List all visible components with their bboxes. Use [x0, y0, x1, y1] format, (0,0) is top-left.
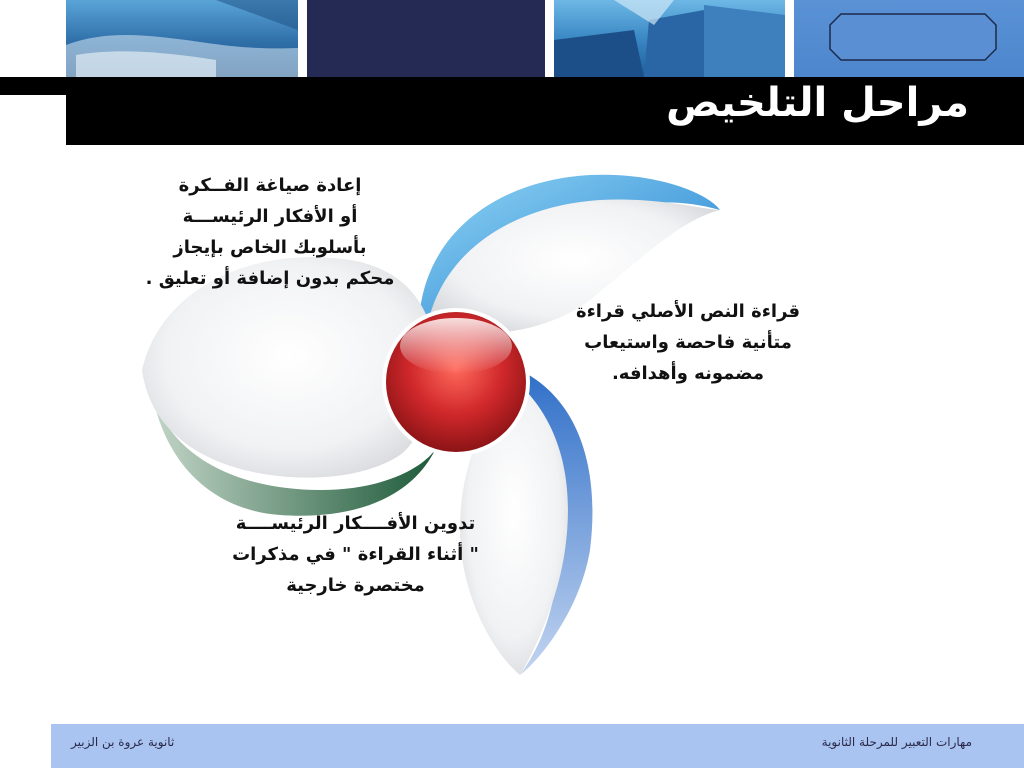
step-2-line-2: متأنية فاحصة واستيعاب [584, 332, 792, 353]
header-image-strip [0, 0, 1024, 77]
center-red-orb [382, 308, 530, 456]
step-1-line-1: إعادة صياغة الفــكرة [178, 175, 362, 196]
title-bar-notch [0, 95, 66, 145]
step-3-line-1: تدوين الأفــــكار الرئيســــة [235, 513, 476, 534]
footer-course-title: مهارات التعبير للمرحلة الثانوية [821, 735, 972, 749]
step-3-line-2: " أثناء القراءة " في مذكرات [232, 544, 479, 565]
header-dark-panel [307, 0, 545, 77]
step-1-line-2: أو الأفكار الرئيســـة [182, 206, 358, 227]
slide-title: مراحل التلخيص [666, 80, 969, 126]
step-1-line-4: محكم بدون إضافة أو تعليق . [145, 268, 395, 289]
step-3-line-3: مختصرة خارجية [286, 575, 425, 596]
header-photo-keyboard [66, 0, 298, 77]
header-photo-buildings [554, 0, 785, 77]
step-2-line-3: مضمونه وأهدافه. [611, 363, 765, 384]
footer-school-name: ثانوية عروة بن الزبير [71, 735, 175, 749]
footer-bar [51, 724, 1024, 768]
step-text-read [558, 296, 818, 389]
step-1-line-3: بأسلوبك الخاص بإيجاز [173, 237, 367, 258]
logo-placeholder [829, 13, 997, 65]
step-text-rephrase [125, 170, 415, 294]
step-text-note [208, 508, 503, 601]
step-2-line-1: قراءة النص الأصلي قراءة [575, 301, 801, 322]
